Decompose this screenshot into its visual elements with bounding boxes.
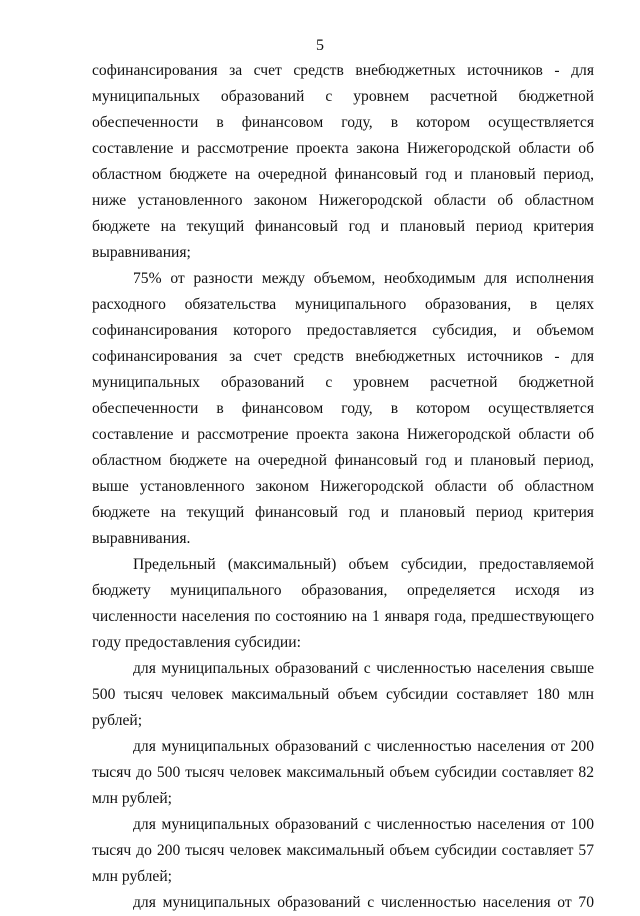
text-line: тысяч до 500 тысяч человек максимальный объем субсидии составляет 82 — [92, 764, 594, 781]
text-line: для муниципальных образований с численностью населения от 70 — [133, 894, 594, 911]
text-line: рассмотрение проекта закона Нижегородской области об областном бюджете — [92, 426, 594, 469]
text-line: софинансирования за счет средств внебюджетных источников - для — [92, 348, 594, 365]
text-line: бюджету муниципального образования, определяется исходя из численности — [92, 582, 594, 625]
text-line: софинансирования за счет средств внебюджетных источников - для — [92, 62, 594, 79]
text-line: для муниципальных образований с численностью населения от 200 — [133, 738, 594, 755]
paragraph-100k-200k — [92, 812, 594, 890]
text-line: рассмотрение проекта закона Нижегородской области об областном бюджете — [92, 140, 594, 183]
text-line: тысяч до 200 тысяч человек максимальный объем субсидии составляет 57 — [92, 842, 594, 859]
paragraph-200k-500k — [92, 734, 594, 812]
text-line: законом Нижегородской области об областном бюджете на текущий — [92, 192, 594, 235]
text-line: обеспеченности в финансовом году, в котором осуществляется составление и — [92, 114, 594, 157]
document-body — [92, 58, 594, 916]
text-line: 75% от разности между объемом, необходимым для исполнения — [133, 270, 594, 287]
text-line: Предельный (максимальный) объем субсидии, предоставляемой — [133, 556, 594, 573]
paragraph-over-500k — [92, 656, 594, 734]
text-line: финансовый год и плановый период критерия выравнивания. — [92, 504, 594, 547]
text-line: на очередной финансовый год и плановый период, ниже установленного — [92, 166, 594, 209]
text-line: расходного обязательства муниципального образования, в целях — [92, 296, 594, 313]
text-line: тысяч человек максимальный объем субсидии составляет 180 млн рублей; — [92, 686, 594, 729]
paragraph-continuation — [92, 58, 594, 266]
text-line: муниципальных образований с уровнем расчетной бюджетной — [92, 374, 594, 391]
text-line: для муниципальных образований с численностью населения от 100 — [133, 816, 594, 833]
paragraph-max-subsidy — [92, 552, 594, 656]
text-line: для муниципальных образований с численностью населения свыше 500 — [92, 660, 594, 703]
paragraph-75-percent — [92, 266, 594, 552]
text-line: млн рублей; — [92, 868, 173, 885]
text-line: млн рублей; — [92, 790, 173, 807]
text-line: предоставления субсидии: — [125, 634, 301, 651]
paragraph-from-70k — [92, 890, 594, 916]
text-line: обеспеченности в финансовом году, в котором осуществляется составление и — [92, 400, 594, 443]
text-line: финансовый год и плановый период критерия выравнивания; — [92, 218, 594, 261]
page-number: 5 — [316, 37, 324, 54]
text-line: муниципальных образований с уровнем расчетной бюджетной — [92, 88, 594, 105]
text-line: законом Нижегородской области об областном бюджете на текущий — [92, 478, 594, 521]
text-line: софинансирования которого предоставляется субсидия, и объемом — [92, 322, 594, 339]
text-line: на очередной финансовый год и плановый период, выше установленного — [92, 452, 594, 495]
text-line: населения по состоянию на 1 января года, предшествующего году — [92, 608, 594, 651]
